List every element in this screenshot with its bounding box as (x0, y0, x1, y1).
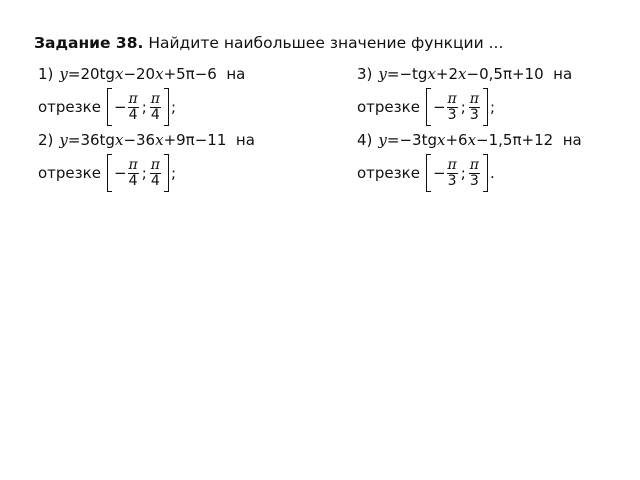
interval-separator: ; (141, 164, 147, 182)
lower-bound-fraction: $\frac{\pi}{3}$ (447, 90, 457, 123)
interval-separator: ; (460, 164, 466, 182)
term-linear: −36 (123, 131, 156, 149)
task-number: 4) (357, 131, 373, 149)
left-bracket (107, 154, 112, 192)
variable-x: x (155, 131, 164, 149)
line-end-punctuation: ; (170, 98, 177, 116)
variable-y: y (59, 65, 68, 83)
task-instruction: Найдите наибольшее значение функции ... (148, 34, 504, 52)
word-na: на (226, 65, 246, 83)
term-linear: +2 (435, 65, 459, 83)
task-item-4 (357, 130, 582, 192)
right-bracket (483, 88, 488, 126)
variable-x: x (114, 131, 124, 149)
task-interval-line (38, 154, 255, 192)
task-number: 1) (38, 65, 54, 83)
interval-expression (426, 88, 488, 126)
task-interval-line (357, 88, 572, 126)
word-na: на (562, 131, 582, 149)
lower-bound-sign: − (113, 98, 127, 116)
lower-bound-sign: − (113, 164, 127, 182)
task-heading (34, 34, 503, 52)
interval-expression (107, 154, 169, 192)
lower-bound-fraction: $\frac{\pi}{4}$ (128, 90, 138, 123)
interval-separator: ; (141, 98, 147, 116)
segment-word: отрезке (357, 98, 420, 116)
term-linear: +6 (445, 131, 468, 149)
left-bracket (107, 88, 112, 126)
term-constant: +5π−6 (163, 65, 217, 83)
interval-expression (107, 88, 169, 126)
lower-bound-sign: − (432, 164, 446, 182)
term-tg: 36tg (80, 131, 115, 149)
lower-bound-fraction: $\frac{\pi}{3}$ (447, 156, 457, 189)
term-constant: +9π−11 (163, 131, 227, 149)
term-tg: 20tg (80, 65, 115, 83)
upper-bound-fraction: $\frac{\pi}{4}$ (150, 156, 160, 189)
variable-y: y (59, 131, 68, 149)
upper-bound-fraction: $\frac{\pi}{4}$ (150, 90, 160, 123)
term-linear: −20 (123, 65, 156, 83)
task-label: Задание 38. (34, 34, 144, 52)
term-tg: −3tg (399, 131, 437, 149)
task-item-2 (38, 130, 255, 192)
right-bracket (483, 154, 488, 192)
task-interval-line (38, 88, 245, 126)
left-bracket (426, 88, 431, 126)
variable-y: y (378, 131, 387, 149)
word-na: на (235, 131, 255, 149)
term-tg: −tg (399, 65, 428, 83)
variable-x: x (458, 65, 467, 83)
lower-bound-sign: − (432, 98, 446, 116)
lower-bound-fraction: $\frac{\pi}{4}$ (128, 156, 138, 189)
task-number: 3) (357, 65, 373, 83)
interval-separator: ; (460, 98, 466, 116)
line-end-punctuation: ; (170, 164, 177, 182)
variable-x: x (114, 65, 124, 83)
task-interval-line (357, 154, 582, 192)
word-na: на (553, 65, 573, 83)
line-end-punctuation: . (489, 164, 495, 182)
segment-word: отрезке (38, 98, 101, 116)
variable-x: x (155, 65, 164, 83)
task-function-line (38, 64, 245, 84)
task-item-3 (357, 64, 572, 126)
variable-x: x (427, 65, 436, 83)
variable-x: x (436, 131, 446, 149)
right-bracket (164, 88, 169, 126)
task-function-line (38, 130, 255, 150)
segment-word: отрезке (38, 164, 101, 182)
upper-bound-fraction: $\frac{\pi}{3}$ (469, 90, 479, 123)
left-bracket (426, 154, 431, 192)
task-item-1 (38, 64, 245, 126)
task-number: 2) (38, 131, 54, 149)
segment-word: отрезке (357, 164, 420, 182)
right-bracket (164, 154, 169, 192)
upper-bound-fraction: $\frac{\pi}{3}$ (469, 156, 479, 189)
equals-sign: = (386, 65, 400, 83)
variable-x: x (467, 131, 477, 149)
line-end-punctuation: ; (489, 98, 496, 116)
variable-y: y (378, 65, 387, 83)
equals-sign: = (67, 131, 81, 149)
equals-sign: = (67, 65, 81, 83)
term-constant: −1,5π+12 (476, 131, 554, 149)
equals-sign: = (386, 131, 400, 149)
term-constant: −0,5π+10 (466, 65, 544, 83)
task-function-line (357, 130, 582, 150)
interval-expression (426, 154, 488, 192)
task-function-line (357, 64, 572, 84)
